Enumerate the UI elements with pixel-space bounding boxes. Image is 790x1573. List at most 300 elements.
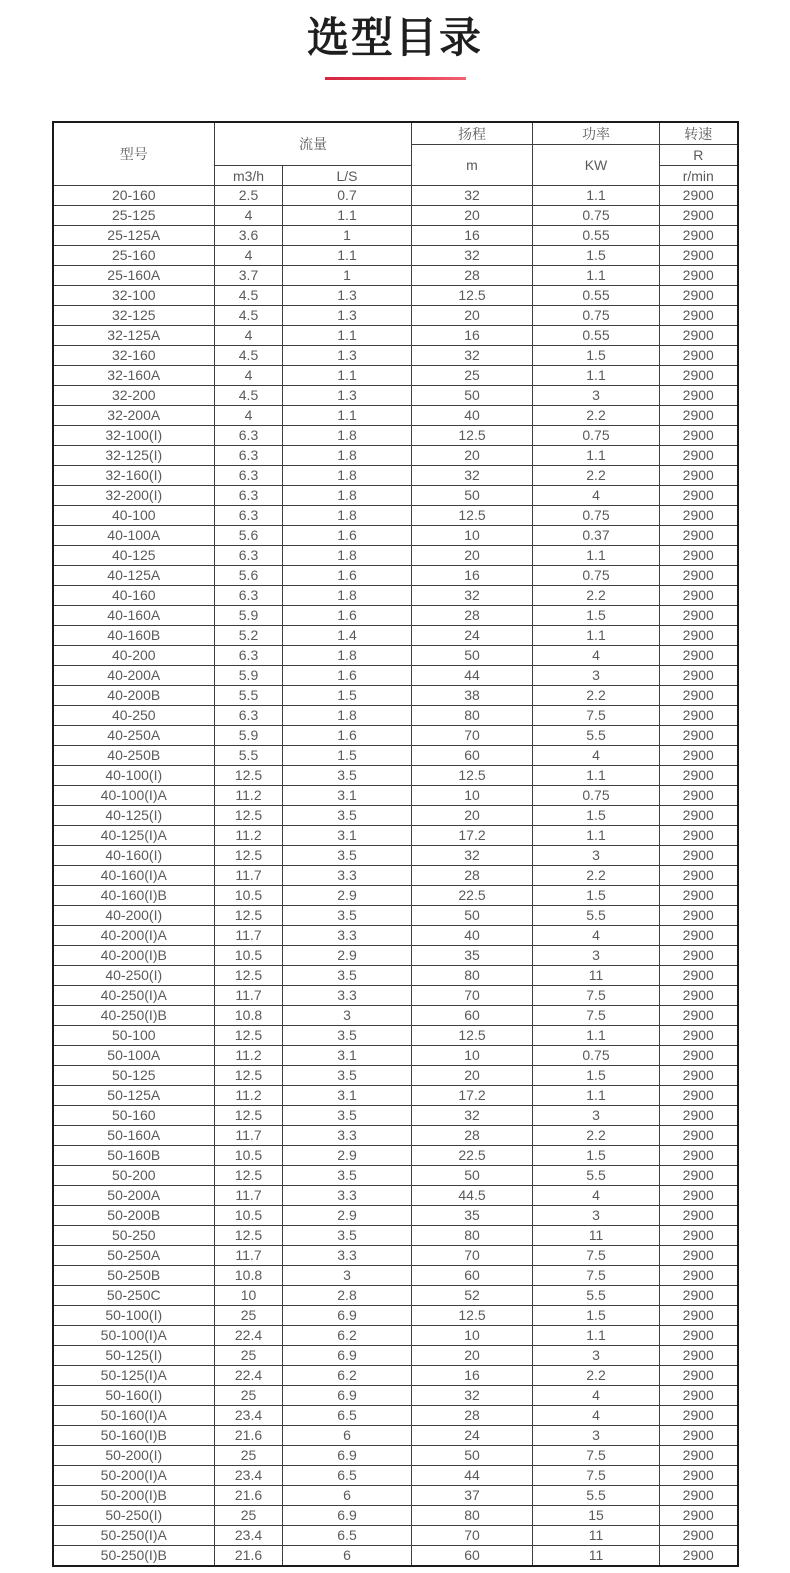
cell-speed-rpm: 2900 bbox=[660, 1106, 738, 1126]
selection-table bbox=[52, 121, 739, 1567]
table-row bbox=[53, 666, 738, 686]
cell-speed-rpm: 2900 bbox=[660, 1006, 738, 1026]
cell-head-m: 20 bbox=[412, 806, 533, 826]
cell-flow-m3h: 25 bbox=[215, 1446, 283, 1466]
cell-flow-m3h: 21.6 bbox=[215, 1546, 283, 1567]
cell-speed-rpm: 2900 bbox=[660, 1486, 738, 1506]
col-header-model: 型号 bbox=[53, 122, 215, 186]
cell-power-kw: 0.55 bbox=[533, 326, 660, 346]
cell-model: 32-125(I) bbox=[53, 446, 215, 466]
cell-head-m: 10 bbox=[412, 526, 533, 546]
cell-power-kw: 0.75 bbox=[533, 786, 660, 806]
table-row bbox=[53, 1066, 738, 1086]
cell-head-m: 22.5 bbox=[412, 1146, 533, 1166]
cell-speed-rpm: 2900 bbox=[660, 806, 738, 826]
cell-speed-rpm: 2900 bbox=[660, 466, 738, 486]
cell-speed-rpm: 2900 bbox=[660, 1206, 738, 1226]
cell-flow-m3h: 4.5 bbox=[215, 346, 283, 366]
cell-speed-rpm: 2900 bbox=[660, 946, 738, 966]
cell-flow-ls: 6.9 bbox=[283, 1446, 412, 1466]
cell-head-m: 80 bbox=[412, 966, 533, 986]
cell-flow-ls: 1.8 bbox=[283, 586, 412, 606]
cell-power-kw: 2.2 bbox=[533, 686, 660, 706]
cell-power-kw: 0.37 bbox=[533, 526, 660, 546]
cell-model: 50-160(I) bbox=[53, 1386, 215, 1406]
cell-speed-rpm: 2900 bbox=[660, 906, 738, 926]
table-row bbox=[53, 386, 738, 406]
cell-power-kw: 1.5 bbox=[533, 806, 660, 826]
cell-power-kw: 2.2 bbox=[533, 1126, 660, 1146]
cell-model: 40-200(I) bbox=[53, 906, 215, 926]
cell-power-kw: 3 bbox=[533, 846, 660, 866]
cell-head-m: 28 bbox=[412, 1406, 533, 1426]
cell-head-m: 32 bbox=[412, 1106, 533, 1126]
cell-speed-rpm: 2900 bbox=[660, 426, 738, 446]
cell-model: 32-160 bbox=[53, 346, 215, 366]
cell-speed-rpm: 2900 bbox=[660, 1046, 738, 1066]
cell-flow-ls: 1.6 bbox=[283, 666, 412, 686]
cell-power-kw: 3 bbox=[533, 1206, 660, 1226]
cell-power-kw: 7.5 bbox=[533, 1446, 660, 1466]
cell-model: 50-200A bbox=[53, 1186, 215, 1206]
cell-power-kw: 5.5 bbox=[533, 1286, 660, 1306]
cell-speed-rpm: 2900 bbox=[660, 1466, 738, 1486]
cell-power-kw: 11 bbox=[533, 1526, 660, 1546]
cell-power-kw: 1.1 bbox=[533, 1326, 660, 1346]
cell-speed-rpm: 2900 bbox=[660, 1146, 738, 1166]
cell-head-m: 50 bbox=[412, 386, 533, 406]
cell-flow-m3h: 11.2 bbox=[215, 1046, 283, 1066]
table-row bbox=[53, 746, 738, 766]
cell-speed-rpm: 2900 bbox=[660, 386, 738, 406]
cell-power-kw: 4 bbox=[533, 926, 660, 946]
cell-flow-m3h: 5.5 bbox=[215, 686, 283, 706]
cell-head-m: 12.5 bbox=[412, 426, 533, 446]
table-row bbox=[53, 566, 738, 586]
cell-power-kw: 7.5 bbox=[533, 1266, 660, 1286]
cell-speed-rpm: 2900 bbox=[660, 846, 738, 866]
table-row bbox=[53, 866, 738, 886]
cell-speed-rpm: 2900 bbox=[660, 1026, 738, 1046]
cell-model: 20-160 bbox=[53, 186, 215, 206]
cell-speed-rpm: 2900 bbox=[660, 286, 738, 306]
cell-head-m: 70 bbox=[412, 1526, 533, 1546]
cell-flow-m3h: 23.4 bbox=[215, 1406, 283, 1426]
cell-head-m: 50 bbox=[412, 906, 533, 926]
cell-model: 40-125(I) bbox=[53, 806, 215, 826]
cell-model: 32-100(I) bbox=[53, 426, 215, 446]
cell-power-kw: 1.5 bbox=[533, 1306, 660, 1326]
cell-power-kw: 1.5 bbox=[533, 886, 660, 906]
cell-head-m: 16 bbox=[412, 226, 533, 246]
table-row bbox=[53, 1146, 738, 1166]
cell-power-kw: 5.5 bbox=[533, 1486, 660, 1506]
cell-head-m: 50 bbox=[412, 486, 533, 506]
cell-model: 40-200(I)A bbox=[53, 926, 215, 946]
cell-head-m: 52 bbox=[412, 1286, 533, 1306]
cell-flow-ls: 1.6 bbox=[283, 726, 412, 746]
table-row bbox=[53, 1106, 738, 1126]
cell-speed-rpm: 2900 bbox=[660, 886, 738, 906]
cell-model: 40-250 bbox=[53, 706, 215, 726]
table-row bbox=[53, 1386, 738, 1406]
cell-model: 40-160(I)A bbox=[53, 866, 215, 886]
cell-power-kw: 5.5 bbox=[533, 1166, 660, 1186]
cell-flow-ls: 3 bbox=[283, 1266, 412, 1286]
col-header-speed-unit-r: R bbox=[660, 145, 738, 166]
cell-speed-rpm: 2900 bbox=[660, 486, 738, 506]
cell-flow-m3h: 12.5 bbox=[215, 1106, 283, 1126]
cell-flow-m3h: 11.7 bbox=[215, 1126, 283, 1146]
table-row bbox=[53, 206, 738, 226]
cell-flow-m3h: 22.4 bbox=[215, 1326, 283, 1346]
cell-power-kw: 3 bbox=[533, 946, 660, 966]
cell-head-m: 17.2 bbox=[412, 1086, 533, 1106]
cell-flow-m3h: 12.5 bbox=[215, 1026, 283, 1046]
cell-speed-rpm: 2900 bbox=[660, 1186, 738, 1206]
cell-model: 40-250(I)A bbox=[53, 986, 215, 1006]
cell-flow-ls: 3.3 bbox=[283, 866, 412, 886]
cell-flow-m3h: 5.2 bbox=[215, 626, 283, 646]
cell-head-m: 20 bbox=[412, 306, 533, 326]
cell-power-kw: 11 bbox=[533, 1226, 660, 1246]
cell-power-kw: 2.2 bbox=[533, 586, 660, 606]
cell-flow-m3h: 11.7 bbox=[215, 1186, 283, 1206]
cell-power-kw: 0.75 bbox=[533, 206, 660, 226]
table-row bbox=[53, 246, 738, 266]
cell-flow-m3h: 6.3 bbox=[215, 466, 283, 486]
table-row bbox=[53, 646, 738, 666]
cell-flow-m3h: 6.3 bbox=[215, 426, 283, 446]
table-row bbox=[53, 486, 738, 506]
table-row bbox=[53, 1366, 738, 1386]
cell-power-kw: 7.5 bbox=[533, 1246, 660, 1266]
cell-head-m: 20 bbox=[412, 446, 533, 466]
cell-flow-ls: 3.3 bbox=[283, 1126, 412, 1146]
cell-power-kw: 1.1 bbox=[533, 546, 660, 566]
cell-head-m: 80 bbox=[412, 1226, 533, 1246]
cell-model: 32-160A bbox=[53, 366, 215, 386]
cell-flow-ls: 6 bbox=[283, 1486, 412, 1506]
cell-flow-m3h: 10.5 bbox=[215, 1146, 283, 1166]
cell-flow-m3h: 12.5 bbox=[215, 846, 283, 866]
cell-speed-rpm: 2900 bbox=[660, 446, 738, 466]
cell-head-m: 16 bbox=[412, 326, 533, 346]
table-row bbox=[53, 326, 738, 346]
table-body bbox=[53, 186, 738, 1567]
cell-flow-ls: 0.7 bbox=[283, 186, 412, 206]
cell-flow-m3h: 5.9 bbox=[215, 666, 283, 686]
cell-flow-m3h: 12.5 bbox=[215, 1166, 283, 1186]
cell-power-kw: 3 bbox=[533, 1426, 660, 1446]
col-header-flow-ls: L/S bbox=[283, 166, 412, 186]
cell-power-kw: 1.1 bbox=[533, 366, 660, 386]
cell-speed-rpm: 2900 bbox=[660, 266, 738, 286]
cell-power-kw: 11 bbox=[533, 1546, 660, 1567]
table-row bbox=[53, 1526, 738, 1546]
cell-model: 32-100 bbox=[53, 286, 215, 306]
cell-power-kw: 5.5 bbox=[533, 726, 660, 746]
cell-power-kw: 4 bbox=[533, 1186, 660, 1206]
cell-flow-ls: 1.1 bbox=[283, 366, 412, 386]
cell-power-kw: 2.2 bbox=[533, 1366, 660, 1386]
cell-speed-rpm: 2900 bbox=[660, 1446, 738, 1466]
cell-power-kw: 1.5 bbox=[533, 246, 660, 266]
cell-flow-ls: 2.9 bbox=[283, 946, 412, 966]
cell-flow-m3h: 11.2 bbox=[215, 826, 283, 846]
table-row bbox=[53, 366, 738, 386]
cell-model: 50-250(I) bbox=[53, 1506, 215, 1526]
cell-model: 40-100 bbox=[53, 506, 215, 526]
cell-flow-m3h: 10.5 bbox=[215, 1206, 283, 1226]
cell-flow-ls: 6.9 bbox=[283, 1386, 412, 1406]
cell-head-m: 12.5 bbox=[412, 506, 533, 526]
cell-power-kw: 1.5 bbox=[533, 1066, 660, 1086]
cell-head-m: 12.5 bbox=[412, 1026, 533, 1046]
cell-head-m: 70 bbox=[412, 1246, 533, 1266]
cell-power-kw: 3 bbox=[533, 1346, 660, 1366]
cell-power-kw: 3 bbox=[533, 1106, 660, 1126]
cell-power-kw: 1.1 bbox=[533, 1026, 660, 1046]
cell-speed-rpm: 2900 bbox=[660, 606, 738, 626]
cell-flow-ls: 1.8 bbox=[283, 546, 412, 566]
col-header-flow-m3h: m3/h bbox=[215, 166, 283, 186]
cell-model: 50-160(I)A bbox=[53, 1406, 215, 1426]
cell-head-m: 28 bbox=[412, 866, 533, 886]
table-row bbox=[53, 786, 738, 806]
cell-flow-ls: 3.5 bbox=[283, 1226, 412, 1246]
cell-power-kw: 0.75 bbox=[533, 1046, 660, 1066]
table-row bbox=[53, 1466, 738, 1486]
cell-flow-ls: 1.3 bbox=[283, 346, 412, 366]
cell-flow-m3h: 22.4 bbox=[215, 1366, 283, 1386]
cell-model: 40-200(I)B bbox=[53, 946, 215, 966]
cell-flow-ls: 1.6 bbox=[283, 606, 412, 626]
cell-model: 25-125 bbox=[53, 206, 215, 226]
cell-speed-rpm: 2900 bbox=[660, 206, 738, 226]
table-row bbox=[53, 1446, 738, 1466]
cell-head-m: 20 bbox=[412, 1066, 533, 1086]
cell-head-m: 10 bbox=[412, 786, 533, 806]
cell-flow-ls: 1.8 bbox=[283, 506, 412, 526]
cell-power-kw: 1.1 bbox=[533, 626, 660, 646]
cell-flow-ls: 1.8 bbox=[283, 426, 412, 446]
cell-flow-ls: 6.2 bbox=[283, 1326, 412, 1346]
cell-model: 50-250B bbox=[53, 1266, 215, 1286]
table-row bbox=[53, 1126, 738, 1146]
cell-flow-ls: 1.3 bbox=[283, 286, 412, 306]
cell-flow-ls: 2.9 bbox=[283, 1146, 412, 1166]
cell-flow-ls: 1.3 bbox=[283, 386, 412, 406]
cell-flow-m3h: 25 bbox=[215, 1306, 283, 1326]
cell-model: 50-250(I)A bbox=[53, 1526, 215, 1546]
cell-speed-rpm: 2900 bbox=[660, 1166, 738, 1186]
cell-speed-rpm: 2900 bbox=[660, 246, 738, 266]
cell-flow-ls: 1.1 bbox=[283, 406, 412, 426]
cell-model: 40-160A bbox=[53, 606, 215, 626]
cell-flow-m3h: 3.7 bbox=[215, 266, 283, 286]
cell-head-m: 22.5 bbox=[412, 886, 533, 906]
table-row bbox=[53, 1186, 738, 1206]
cell-flow-ls: 6.9 bbox=[283, 1506, 412, 1526]
table-row bbox=[53, 1246, 738, 1266]
table-row bbox=[53, 426, 738, 446]
table-row bbox=[53, 1026, 738, 1046]
cell-head-m: 12.5 bbox=[412, 766, 533, 786]
cell-model: 40-200B bbox=[53, 686, 215, 706]
cell-flow-m3h: 12.5 bbox=[215, 1226, 283, 1246]
cell-flow-m3h: 5.6 bbox=[215, 526, 283, 546]
cell-model: 40-100A bbox=[53, 526, 215, 546]
cell-flow-ls: 3.3 bbox=[283, 926, 412, 946]
cell-head-m: 60 bbox=[412, 1546, 533, 1567]
cell-flow-ls: 1.3 bbox=[283, 306, 412, 326]
cell-model: 50-200(I) bbox=[53, 1446, 215, 1466]
table-header bbox=[53, 122, 738, 186]
cell-head-m: 12.5 bbox=[412, 1306, 533, 1326]
cell-model: 50-250(I)B bbox=[53, 1546, 215, 1567]
cell-speed-rpm: 2900 bbox=[660, 546, 738, 566]
cell-flow-m3h: 4 bbox=[215, 326, 283, 346]
cell-flow-m3h: 5.5 bbox=[215, 746, 283, 766]
cell-head-m: 10 bbox=[412, 1326, 533, 1346]
cell-speed-rpm: 2900 bbox=[660, 666, 738, 686]
cell-model: 40-160(I)B bbox=[53, 886, 215, 906]
table-row bbox=[53, 1546, 738, 1567]
cell-flow-ls: 1.1 bbox=[283, 326, 412, 346]
col-header-flow: 流量 bbox=[215, 122, 412, 166]
cell-head-m: 28 bbox=[412, 1126, 533, 1146]
cell-model: 40-250(I) bbox=[53, 966, 215, 986]
cell-model: 50-125 bbox=[53, 1066, 215, 1086]
cell-model: 50-100 bbox=[53, 1026, 215, 1046]
cell-power-kw: 1.1 bbox=[533, 826, 660, 846]
cell-head-m: 37 bbox=[412, 1486, 533, 1506]
cell-model: 50-125(I) bbox=[53, 1346, 215, 1366]
cell-flow-m3h: 5.6 bbox=[215, 566, 283, 586]
cell-speed-rpm: 2900 bbox=[660, 686, 738, 706]
cell-speed-rpm: 2900 bbox=[660, 966, 738, 986]
cell-flow-m3h: 4 bbox=[215, 406, 283, 426]
cell-flow-ls: 3.5 bbox=[283, 846, 412, 866]
table-row bbox=[53, 886, 738, 906]
cell-head-m: 35 bbox=[412, 1206, 533, 1226]
cell-flow-m3h: 10 bbox=[215, 1286, 283, 1306]
cell-flow-ls: 6.5 bbox=[283, 1406, 412, 1426]
cell-power-kw: 1.1 bbox=[533, 1086, 660, 1106]
cell-model: 40-160 bbox=[53, 586, 215, 606]
cell-flow-m3h: 12.5 bbox=[215, 906, 283, 926]
cell-speed-rpm: 2900 bbox=[660, 586, 738, 606]
cell-flow-m3h: 10.5 bbox=[215, 886, 283, 906]
cell-power-kw: 7.5 bbox=[533, 986, 660, 1006]
cell-power-kw: 7.5 bbox=[533, 1006, 660, 1026]
cell-flow-m3h: 6.3 bbox=[215, 546, 283, 566]
cell-power-kw: 2.2 bbox=[533, 866, 660, 886]
cell-head-m: 20 bbox=[412, 546, 533, 566]
cell-speed-rpm: 2900 bbox=[660, 626, 738, 646]
table-row bbox=[53, 1006, 738, 1026]
cell-model: 32-125A bbox=[53, 326, 215, 346]
cell-model: 32-125 bbox=[53, 306, 215, 326]
cell-head-m: 50 bbox=[412, 1446, 533, 1466]
cell-flow-m3h: 23.4 bbox=[215, 1526, 283, 1546]
cell-speed-rpm: 2900 bbox=[660, 1526, 738, 1546]
cell-flow-m3h: 25 bbox=[215, 1346, 283, 1366]
table-row bbox=[53, 286, 738, 306]
cell-speed-rpm: 2900 bbox=[660, 366, 738, 386]
cell-speed-rpm: 2900 bbox=[660, 926, 738, 946]
cell-power-kw: 1.5 bbox=[533, 346, 660, 366]
cell-power-kw: 7.5 bbox=[533, 1466, 660, 1486]
cell-flow-m3h: 4.5 bbox=[215, 386, 283, 406]
cell-head-m: 70 bbox=[412, 986, 533, 1006]
table-row bbox=[53, 406, 738, 426]
cell-power-kw: 3 bbox=[533, 666, 660, 686]
cell-flow-ls: 1.5 bbox=[283, 746, 412, 766]
cell-speed-rpm: 2900 bbox=[660, 1246, 738, 1266]
cell-model: 40-125A bbox=[53, 566, 215, 586]
cell-speed-rpm: 2900 bbox=[660, 1066, 738, 1086]
cell-power-kw: 15 bbox=[533, 1506, 660, 1526]
cell-model: 50-250C bbox=[53, 1286, 215, 1306]
cell-flow-ls: 3.1 bbox=[283, 786, 412, 806]
cell-power-kw: 0.75 bbox=[533, 306, 660, 326]
cell-flow-m3h: 12.5 bbox=[215, 766, 283, 786]
cell-speed-rpm: 2900 bbox=[660, 1386, 738, 1406]
cell-speed-rpm: 2900 bbox=[660, 1306, 738, 1326]
cell-speed-rpm: 2900 bbox=[660, 746, 738, 766]
title-divider bbox=[325, 77, 466, 80]
cell-model: 50-200(I)B bbox=[53, 1486, 215, 1506]
table-row bbox=[53, 1486, 738, 1506]
cell-power-kw: 0.55 bbox=[533, 286, 660, 306]
table-row bbox=[53, 1226, 738, 1246]
col-header-power-unit: KW bbox=[533, 145, 660, 186]
cell-model: 40-200 bbox=[53, 646, 215, 666]
table-row bbox=[53, 926, 738, 946]
cell-model: 40-100(I) bbox=[53, 766, 215, 786]
cell-speed-rpm: 2900 bbox=[660, 706, 738, 726]
cell-speed-rpm: 2900 bbox=[660, 1546, 738, 1567]
cell-flow-ls: 1.8 bbox=[283, 706, 412, 726]
cell-flow-ls: 2.9 bbox=[283, 886, 412, 906]
cell-speed-rpm: 2900 bbox=[660, 646, 738, 666]
cell-model: 40-200A bbox=[53, 666, 215, 686]
table-row bbox=[53, 226, 738, 246]
cell-power-kw: 4 bbox=[533, 486, 660, 506]
cell-flow-m3h: 2.5 bbox=[215, 186, 283, 206]
col-header-speed: 转速 bbox=[660, 122, 738, 145]
cell-model: 32-200 bbox=[53, 386, 215, 406]
cell-head-m: 32 bbox=[412, 466, 533, 486]
cell-speed-rpm: 2900 bbox=[660, 326, 738, 346]
cell-model: 40-250B bbox=[53, 746, 215, 766]
cell-model: 50-125A bbox=[53, 1086, 215, 1106]
cell-power-kw: 2.2 bbox=[533, 466, 660, 486]
cell-model: 40-250(I)B bbox=[53, 1006, 215, 1026]
cell-flow-ls: 1.5 bbox=[283, 686, 412, 706]
cell-power-kw: 1.1 bbox=[533, 446, 660, 466]
cell-model: 50-100(I) bbox=[53, 1306, 215, 1326]
cell-power-kw: 5.5 bbox=[533, 906, 660, 926]
table-row bbox=[53, 946, 738, 966]
cell-speed-rpm: 2900 bbox=[660, 306, 738, 326]
cell-head-m: 50 bbox=[412, 646, 533, 666]
cell-flow-m3h: 4 bbox=[215, 366, 283, 386]
table-row bbox=[53, 686, 738, 706]
cell-flow-ls: 3.5 bbox=[283, 806, 412, 826]
